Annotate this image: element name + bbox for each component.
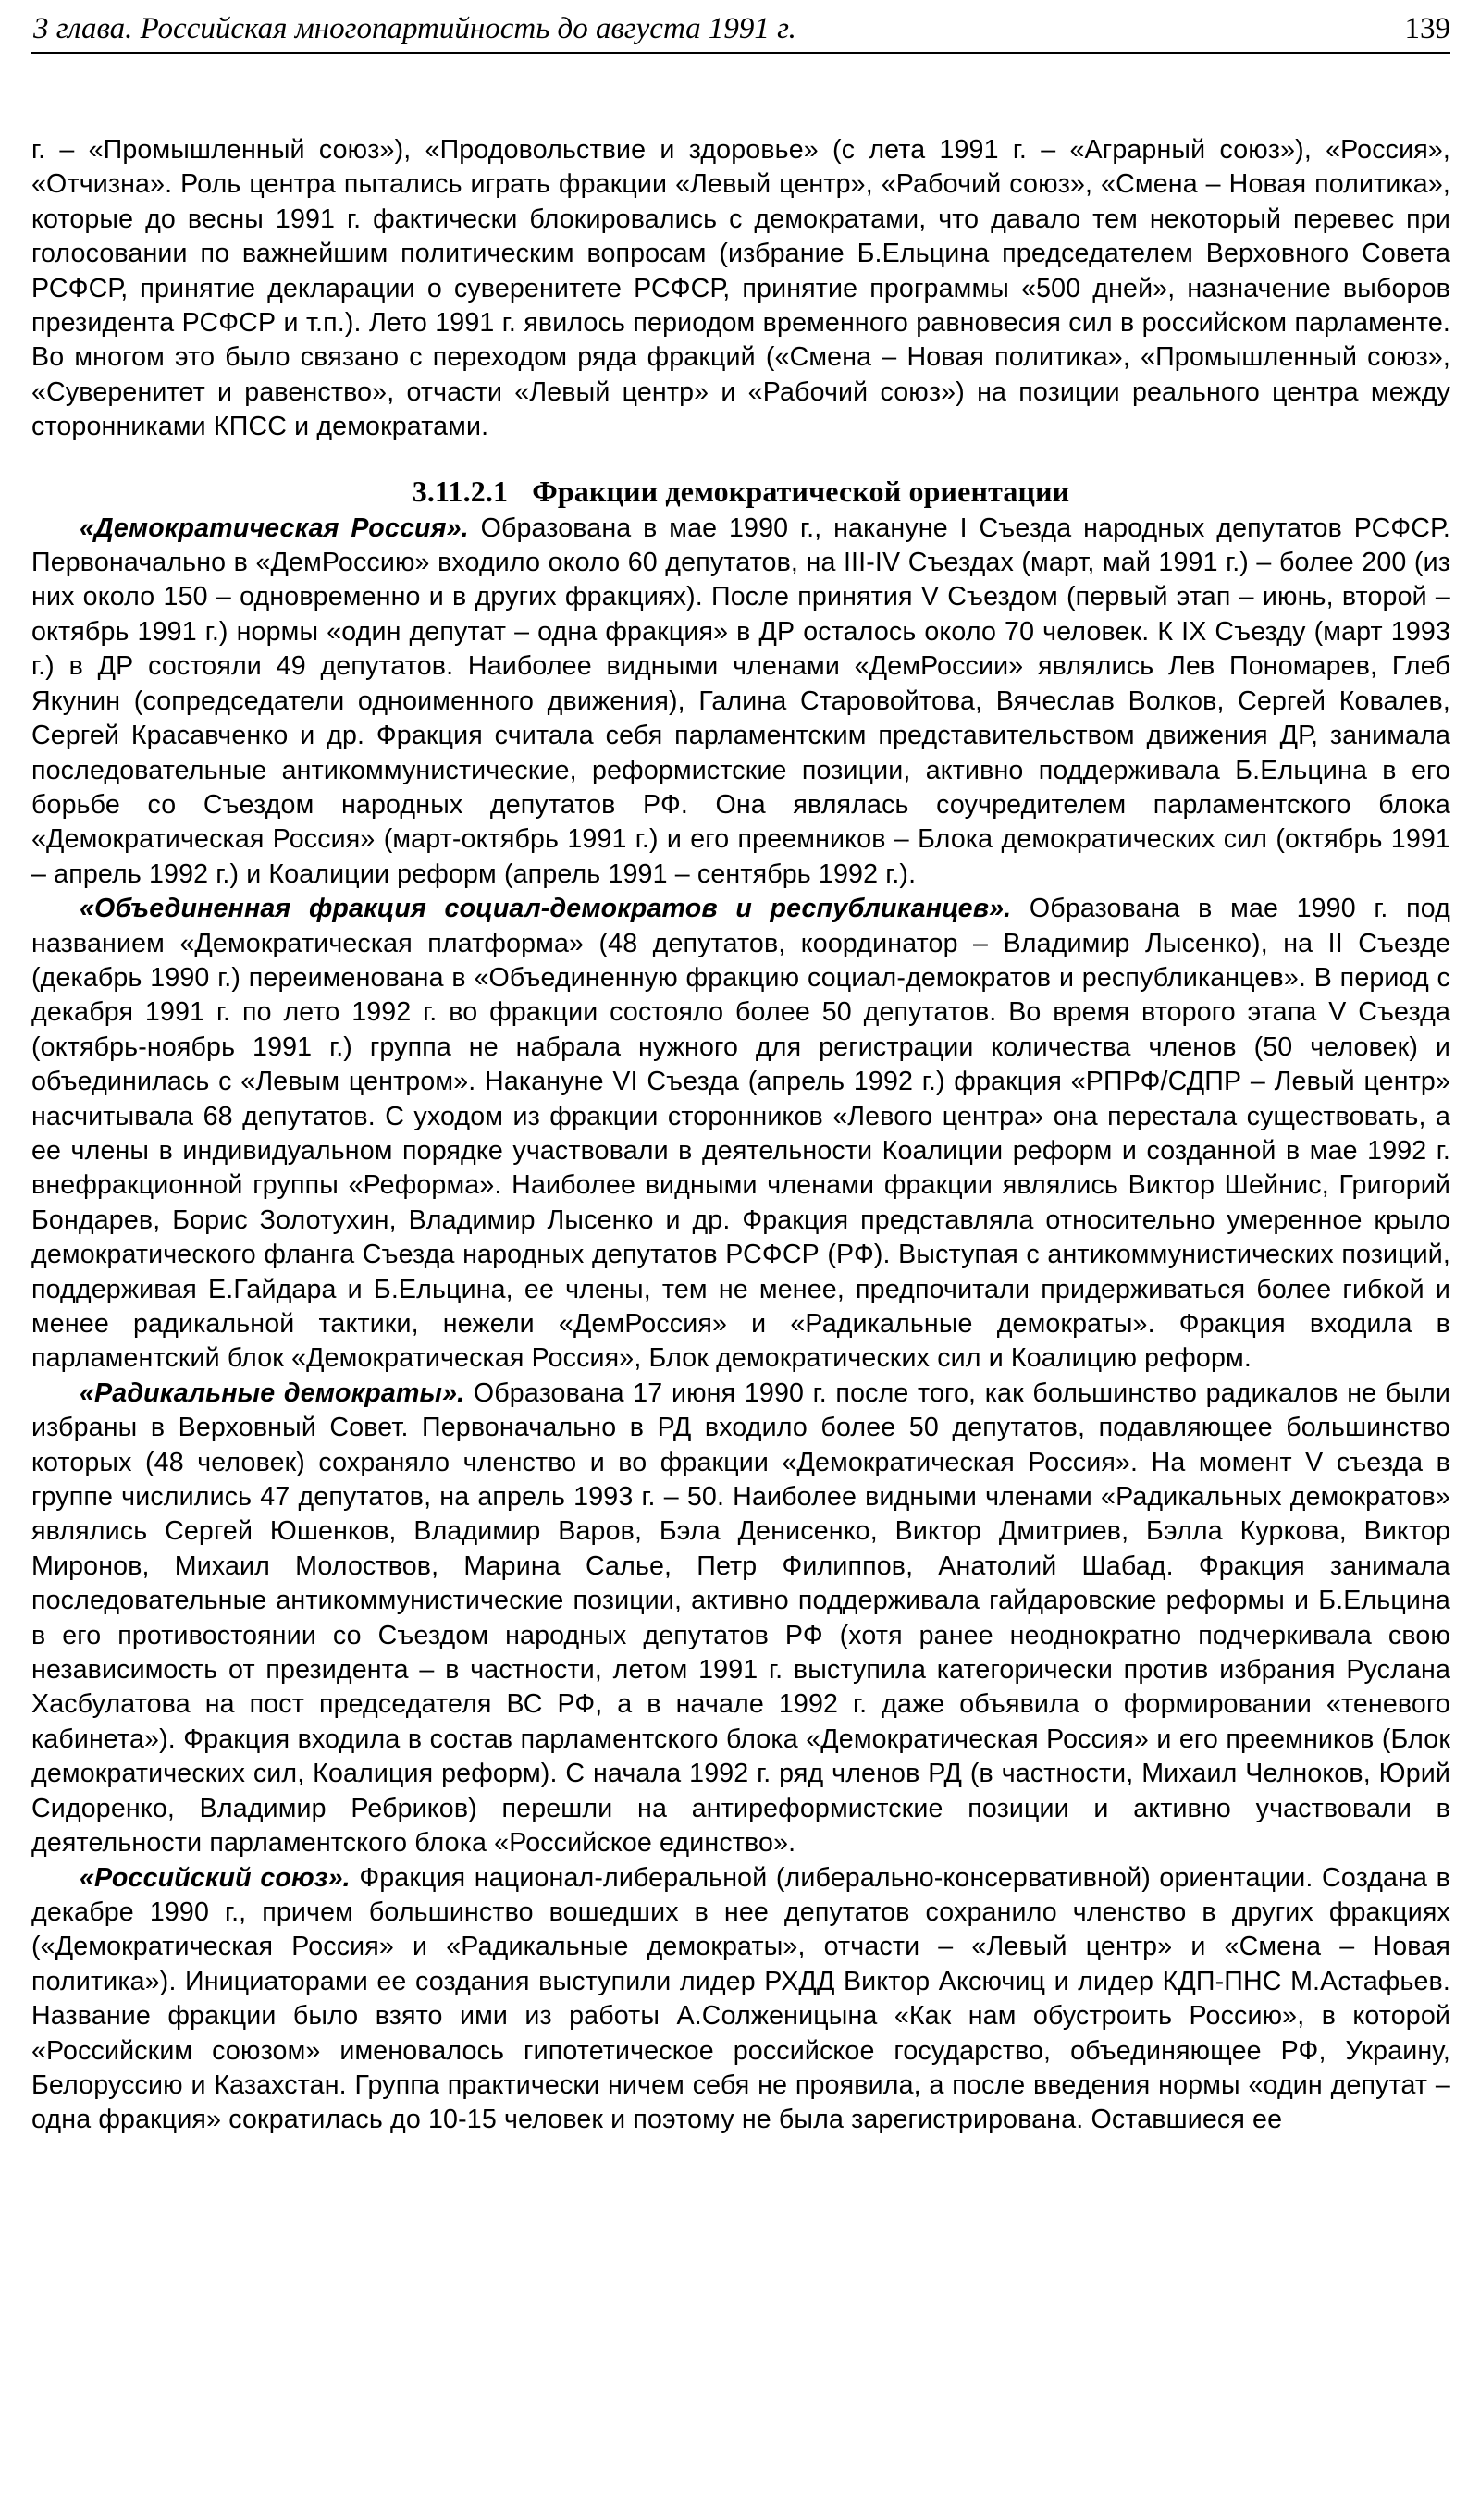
section-number: 3.11.2.1 bbox=[412, 474, 509, 508]
faction-name: «Радикальные демократы». bbox=[80, 1377, 465, 1408]
faction-paragraph-social-democrats bbox=[31, 892, 1450, 1377]
faction-text: Фракция национал-либеральной (либерально-консервативной) ориентации. Создана в декабре 1990 г., причем большинство вошедших в нее депутатов сохранило членство в других фракциях («Демократическая Россия» и «Радикальные демократы», отчасти – «Левый центр» и «Смена – Новая политика»). Инициаторами ее создания выступили лидер РХДД Виктор Аксючиц и лидер КДП-ПНС М.Астафьев. Название фракции было взято ими из работы А.Солженицына «Как нам обустроить Россию», в которой «Российским союзом» именовалось гипотетическое российское государство, объединяющее РФ, Украину, Белоруссию и Казахстан. Группа практически ничем себя не проявила, а после введения нормы «один депутат – одна фракция» сократилась до 10-15 человек и поэтому не была зарегистрирована. Оставшиеся ее bbox=[31, 1862, 1450, 2135]
chapter-title: 3 глава. Российская многопартийность до августа 1991 г. bbox=[33, 12, 796, 45]
book-page bbox=[31, 0, 1450, 2138]
page-body bbox=[31, 133, 1450, 2138]
section-title: Фракции демократической ориентации bbox=[532, 474, 1070, 508]
faction-paragraph-radical-democrats bbox=[31, 1377, 1450, 1861]
intro-paragraph: г. – «Промышленный союз»), «Продовольствие и здоровье» (с лета 1991 г. – «Аграрный союз»), «Россия», «Отчизна». Роль центра пытались играть фракции «Левый центр», «Рабочий союз», «Смена – Новая политика», которые до весны 1991 г. фактически блокировались с демократами, что давало тем некоторый перевес при голосовании по важнейшим политическим вопросам (избрание Б.Ельцина председателем Верховного Совета РСФСР, принятие декларации о суверенитете РСФСР, принятие программы «500 дней», назначение выборов президента РСФСР и т.п.). Лето 1991 г. явилось периодом временного равновесия сил в российском парламенте. Во многом это было связано с переходом ряда фракций («Смена – Новая политика», «Промышленный союз», «Суверенитет и равенство», отчасти «Левый центр» и «Рабочий союз») на позиции реального центра между сторонниками КПСС и демократами. bbox=[31, 135, 1450, 442]
faction-text: Образована 17 июня 1990 г. после того, как большинство радикалов не были избраны в Верховный Совет. Первоначально в РД входило более 50 депутатов, подавляющее большинство которых (48 человек) сохраняло членство и во фракции «Демократическая Россия». На момент V съезда в группе числились 47 депутатов, на апрель 1993 г. – 50. Наиболее видными членами «Радикальных демократов» являлись Сергей Юшенков, Владимир Варов, Бэла Денисенко, Виктор Дмитриев, Бэлла Куркова, Виктор Миронов, Михаил Молоствов, Марина Салье, Петр Филиппов, Анатолий Шабад. Фракция занимала последовательные антикоммунистические позиции, активно поддерживала гайдаровские реформы и Б.Ельцина в его противостоянии со Съездом народных депутатов РФ (хотя ранее неоднократно подчеркивала свою независимость от президента – в частности, летом 1991 г. выступила категорически против избрания Руслана Хасбулатова на пост председателя ВС РФ, а в начале 1992 г. даже объявила о формировании «теневого кабинета»). Фракция входила в состав парламентского блока «Демократическая Россия» и его преемников (Блок демократических сил, Коалиция реформ). С начала 1992 г. ряд членов РД (в частности, Михаил Челноков, Юрий Сидоренко, Владимир Ребриков) перешли на антиреформистские позиции и активно участвовали в деятельности парламентского блока «Российское единство». bbox=[31, 1377, 1451, 1859]
faction-name: «Российский союз». bbox=[80, 1862, 351, 1893]
faction-text: Образована в мае 1990 г. под названием «Демократическая платформа» (48 депутатов, координатор – Владимир Лысенко), на II Съезде (декабрь 1990 г.) переименована в «Объединенную фракцию социал-демократов и республиканцев». В период с декабря 1991 г. по лето 1992 г. во фракции состояло более 50 депутатов. Во время второго этапа V Съезда (октябрь-ноябрь 1991 г.) группа не набрала нужного для регистрации количества членов (50 человек) и объединилась с «Левым центром». Накануне VI Съезда (апрель 1992 г.) фракция «РПРФ/СДПР – Левый центр» насчитывала 68 депутатов. С уходом из фракции сторонников «Левого центра» она перестала существовать, а ее члены в индивидуальном порядке участвовали в деятельности Коалиции реформ и созданной в мае 1992 г. внефракционной группы «Реформа». Наиболее видными членами фракции являлись Виктор Шейнис, Григорий Бондарев, Борис Золотухин, Владимир Лысенко и др. Фракция представляла относительно умеренное крыло демократического фланга Съезда народных депутатов РСФСР (РФ). Выступая с антикоммунистических позиций, поддерживая Е.Гайдара и Б.Ельцина, ее члены, тем не менее, предпочитали придерживаться более гибкой и менее радикальной тактики, нежели «ДемРоссия» и «Радикальные демократы». Фракция входила в парламентский блок «Демократическая Россия», Блок демократических сил и Коалицию реформ. bbox=[31, 894, 1450, 1374]
faction-paragraph-dem-russia bbox=[31, 512, 1450, 892]
faction-name: «Демократическая Россия». bbox=[80, 513, 469, 543]
page-number: 139 bbox=[1404, 12, 1450, 45]
running-header bbox=[31, 0, 1450, 54]
faction-name: «Объединенная фракция социал-демократов и республиканцев». bbox=[80, 894, 1012, 924]
section-heading bbox=[31, 473, 1450, 510]
faction-text: Образована в мае 1990 г., накануне I Съезда народных депутатов РСФСР. Первоначально в «ДемРоссию» входило около 60 депутатов, на III-IV Съездах (март, май 1991 г.) – более 200 (из них около 150 – одновременно и в других фракциях). После принятия V Съездом (первый этап – июнь, второй – октябрь 1991 г.) нормы «один депутат – одна фракция» в ДР осталось около 70 человек. К IX Съезду (март 1993 г.) в ДР состояли 49 депутатов. Наиболее видными членами «ДемРоссии» являлись Лев Пономарев, Глеб Якунин (сопредседатели одноименного движения), Галина Старовойтова, Вячеслав Волков, Сергей Ковалев, Сергей Красавченко и др. Фракция считала себя парламентским представительством движения ДР, занимала последовательные антикоммунистические, реформистские позиции, активно поддерживала Б.Ельцина в его борьбе со Съездом народных депутатов РФ. Она являлась соучредителем парламентского блока «Демократическая Россия» (март-октябрь 1991 г.) и его преемников – Блока демократических сил (октябрь 1991 – апрель 1992 г.) и Коалиции реформ (апрель 1991 – сентябрь 1992 г.). bbox=[31, 513, 1451, 889]
faction-paragraph-russian-union bbox=[31, 1861, 1450, 2138]
